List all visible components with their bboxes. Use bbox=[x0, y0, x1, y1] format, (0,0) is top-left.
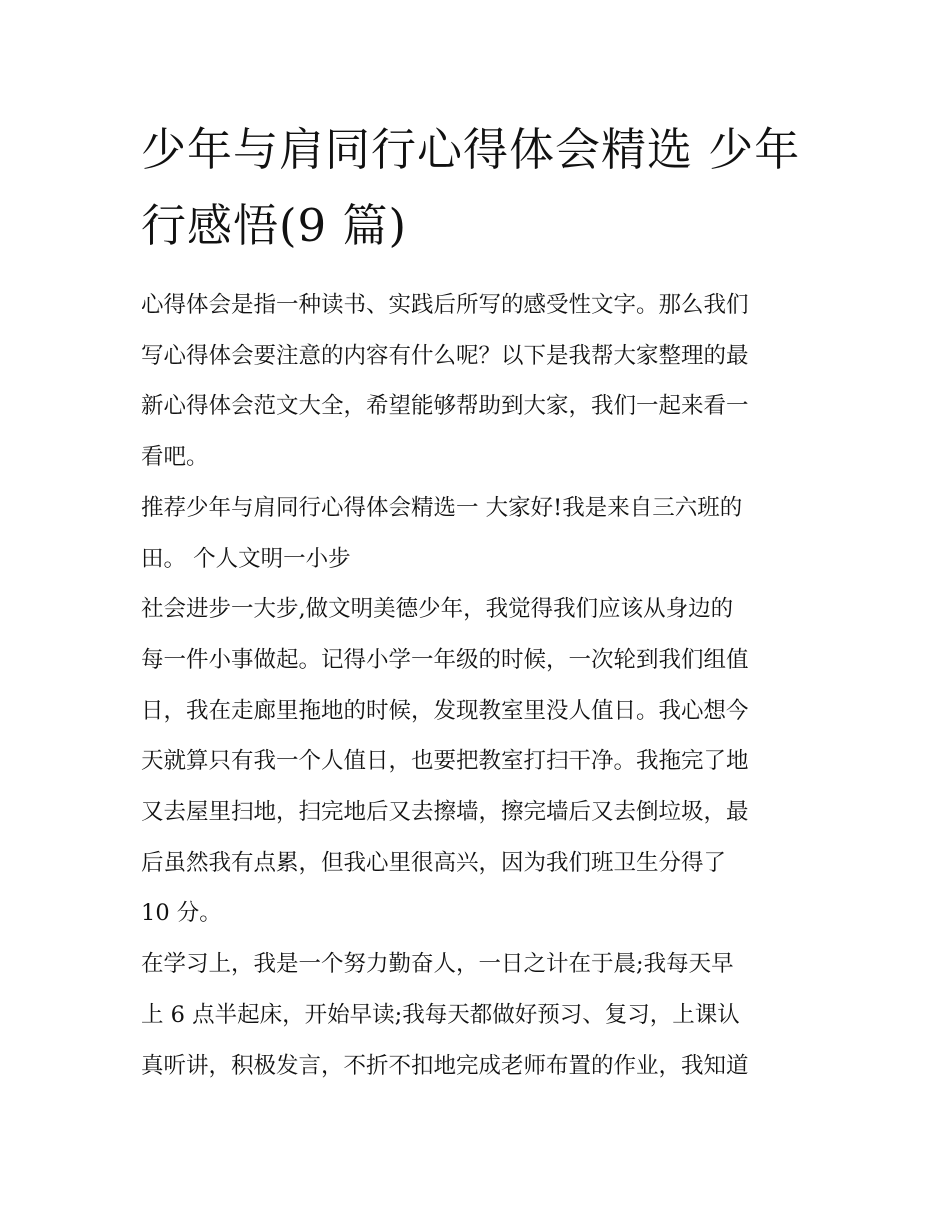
paragraph-line: 天就算只有我一个人值日，也要把教室打扫干净。我拖完了地 bbox=[141, 748, 749, 775]
document-content bbox=[141, 112, 816, 1091]
paragraph-line: 写心得体会要注意的内容有什么呢？以下是我帮大家整理的最 bbox=[141, 342, 749, 369]
paragraph-line: 推荐少年与肩同行心得体会精选一 大家好!我是来自三六班的 bbox=[141, 494, 743, 521]
document-title: 少年与肩同行心得体会精选 少年行感悟(9 篇) bbox=[141, 123, 801, 252]
paragraph-line: 新心得体会范文大全，希望能够帮助到大家，我们一起来看一 bbox=[141, 393, 749, 420]
paragraph-line: 上 6 点半起床，开始早读;我每天都做好预习、复习，上课认 bbox=[141, 1001, 740, 1028]
paragraph-line: 在学习上，我是一个努力勤奋人，一日之计在于晨;我每天早 bbox=[141, 951, 734, 978]
document-body bbox=[141, 280, 816, 1091]
paragraph-line: 日，我在走廊里拖地的时候，发现教室里没人值日。我心想今 bbox=[141, 697, 749, 724]
paragraph-line: 每一件小事做起。记得小学一年级的时候，一次轮到我们组值 bbox=[141, 646, 749, 673]
paragraph-line: 心得体会是指一种读书、实践后所写的感受性文字。那么我们 bbox=[141, 292, 749, 318]
paragraph-line: 真听讲，积极发言，不折不扣地完成老师布置的作业，我知道 bbox=[141, 1052, 749, 1079]
paragraph-line: 后虽然我有点累，但我心里很高兴，因为我们班卫生分得了 bbox=[141, 849, 727, 876]
paragraph-line: 社会进步一大步,做文明美德少年，我觉得我们应该从身边的 bbox=[141, 596, 734, 623]
paragraph-line: 又去屋里扫地，扫完地后又去擦墙，擦完墙后又去倒垃圾，最 bbox=[141, 799, 749, 826]
paragraph-line: 10 分。 bbox=[141, 900, 222, 927]
paragraph-line: 田。 个人文明一小步 bbox=[141, 545, 351, 572]
paragraph-line: 看吧。 bbox=[141, 444, 209, 471]
